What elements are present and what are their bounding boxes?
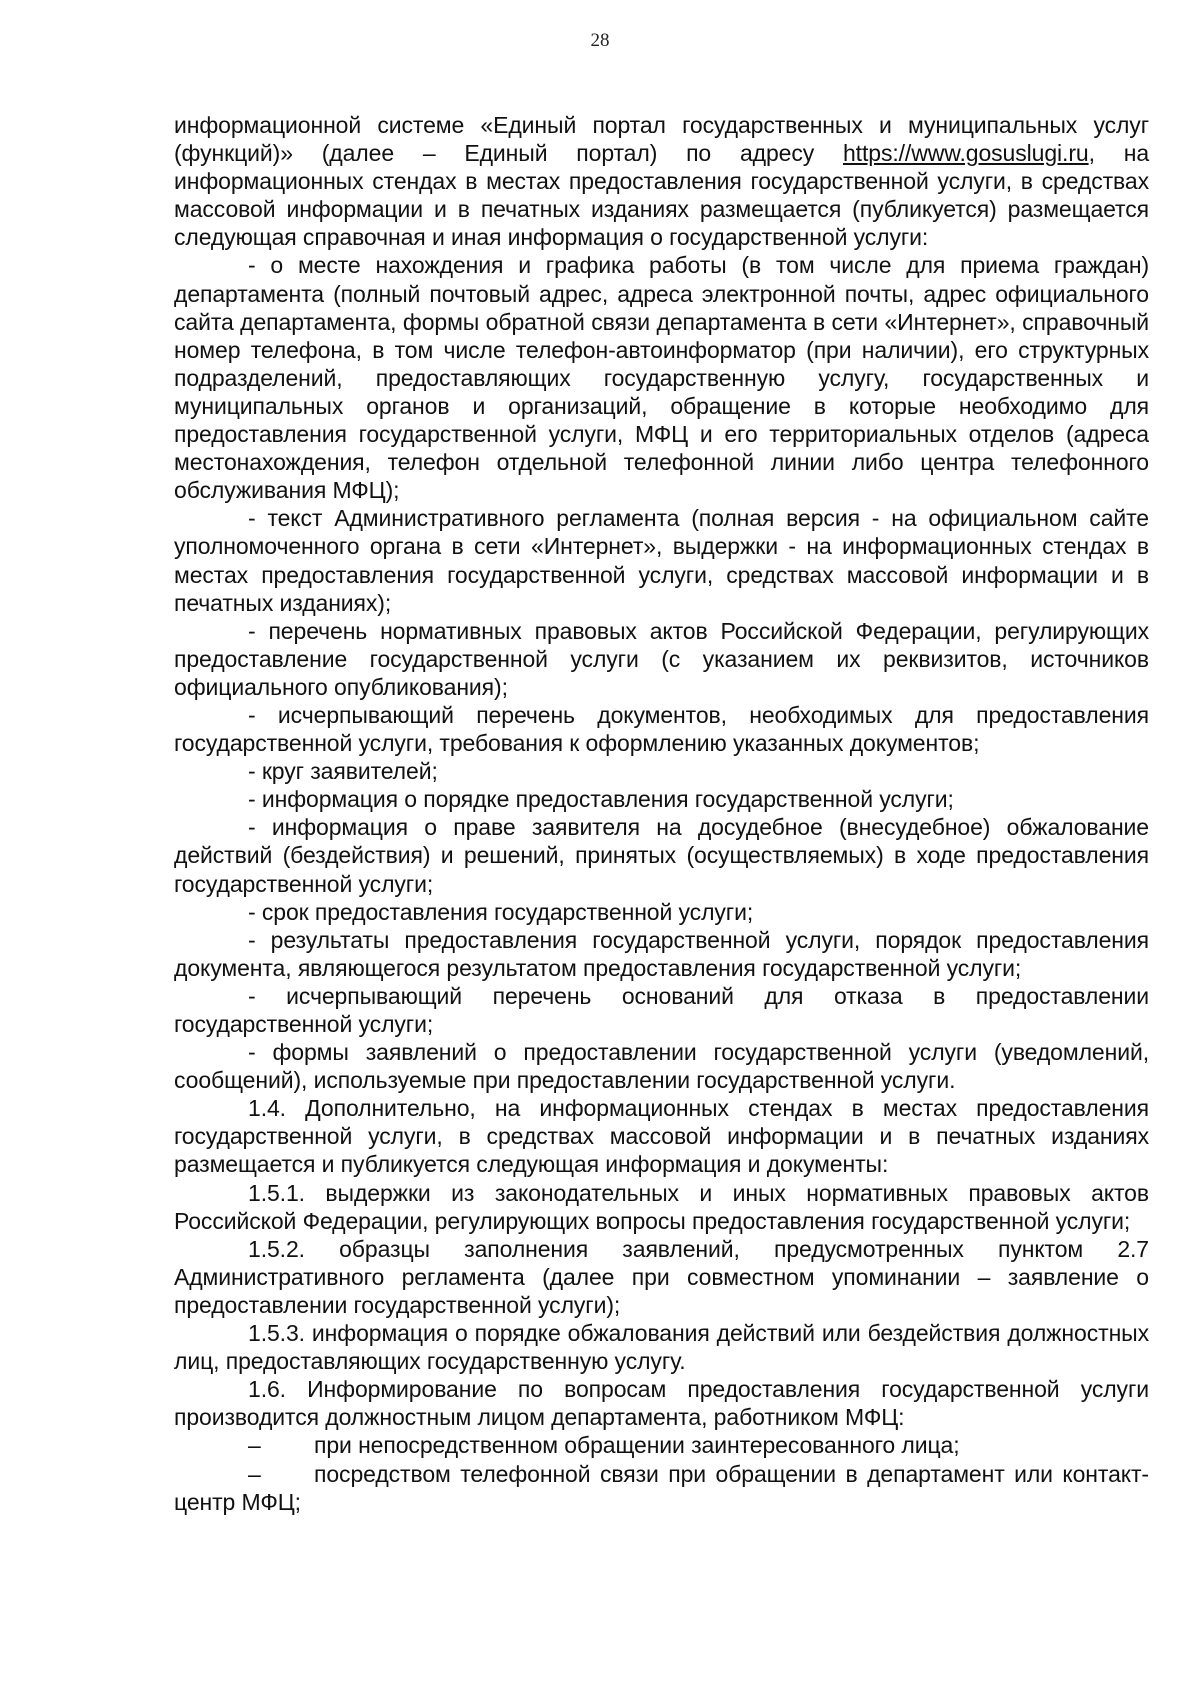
list-item-phone-contact <box>174 1460 1149 1516</box>
list-item-text: посредством телефонной связи при обращении в департамент или контакт-центр МФЦ; <box>174 1460 1149 1515</box>
list-item-direct-contact <box>174 1431 1149 1459</box>
gosuslugi-link[interactable]: https://www.gosuslugi.ru <box>842 140 1089 167</box>
dash-marker: – <box>248 1432 261 1459</box>
paragraph-text: , на информационных стендах в местах предоставления государственной услуги, в средствах массовой информации и в печатных изданиях размещается (публикуется) размещается следующая справочная и иная информация о государственной услуги: <box>174 140 1150 251</box>
list-item-text: при непосредственном обращении заинтересованного лица; <box>314 1432 960 1459</box>
page-number: 28 <box>590 30 610 51</box>
paragraph-application-forms: - формы заявлений о предоставлении государственной услуги (уведомлений, сообщений), используемые при предоставлении государственной услуги. <box>174 1039 1149 1094</box>
paragraph-section-1-4: 1.4. Дополнительно, на информационных стендах в местах предоставления государственной услуги, в средствах массовой информации и в печатных изданиях размещается и публикуется следующая информация и документы: <box>174 1095 1149 1178</box>
paragraph-appeal-right: - информация о праве заявителя на досудебное (внесудебное) обжалование действий (бездействия) и решений, принятых (осуществляемых) в ходе предоставления государственной услуги; <box>174 814 1149 897</box>
paragraph-section-1-5-1: 1.5.1. выдержки из законодательных и иных нормативных правовых актов Российской Федерации, регулирующих вопросы предоставления государственной услуги; <box>174 1179 1149 1234</box>
paragraph-applicants: - круг заявителей; <box>248 758 438 785</box>
paragraph-procedure: - информация о порядке предоставления государственной услуги; <box>248 786 954 813</box>
dash-marker: – <box>248 1460 261 1487</box>
paragraph-refusal-grounds: - исчерпывающий перечень оснований для отказа в предоставлении государственной услуги; <box>174 982 1149 1037</box>
paragraph-text: информационной системе «Единый портал государственных и муниципальных услуг (функций)» (далее – Единый портал) по адресу <box>174 112 1149 167</box>
paragraph-section-1-6: 1.6. Информирование по вопросам предоставления государственной услуги производится должностным лицом департамента, работником МФЦ: <box>174 1376 1149 1431</box>
document-body <box>174 111 1149 1516</box>
paragraph-legal-acts: - перечень нормативных правовых актов Российской Федерации, регулирующих предоставление государственной услуги (с указанием их реквизитов, источников официального опубликования); <box>174 617 1149 700</box>
paragraph-regulation-text: - текст Административного регламента (полная версия - на официальном сайте уполномоченного органа в сети «Интернет», выдержки - на информационных стендах в местах предоставления государственной услуги, средствах массовой информации и в печатных изданиях); <box>174 505 1149 616</box>
paragraph-location-schedule: - о месте нахождения и графика работы (в том числе для приема граждан) департамента (полный почтовый адрес, адреса электронной почты, адрес официального сайта департамента, формы обратной связи департамента в сети «Интернет», справочный номер телефона, в том числе телефон-автоинформатор (при наличии), его структурных подразделений, предоставляющих государственную услугу, государственных и муниципальных органов и организаций, обращение в которые необходимо для предоставления государственной услуги, МФЦ и его территориальных отделов (адреса местонахождения, телефон отдельной телефонной линии либо центра телефонного обслуживания МФЦ); <box>174 252 1149 504</box>
paragraph-results: - результаты предоставления государственной услуги, порядок предоставления документа, являющегося результатом предоставления государственной услуги; <box>174 926 1149 981</box>
paragraph-portal-info <box>174 111 1149 251</box>
paragraph-section-1-5-2: 1.5.2. образцы заполнения заявлений, предусмотренных пунктом 2.7 Административного регламента (далее при совместном упоминании – заявление о предоставлении государственной услуги); <box>174 1235 1149 1318</box>
paragraph-documents-list: - исчерпывающий перечень документов, необходимых для предоставления государственной услуги, требования к оформлению указанных документов; <box>174 701 1149 757</box>
paragraph-term: - срок предоставления государственной услуги; <box>248 898 754 925</box>
paragraph-section-1-5-3: 1.5.3. информация о порядке обжалования действий или бездействия должностных лиц, предоставляющих государственную услугу. <box>174 1320 1149 1375</box>
